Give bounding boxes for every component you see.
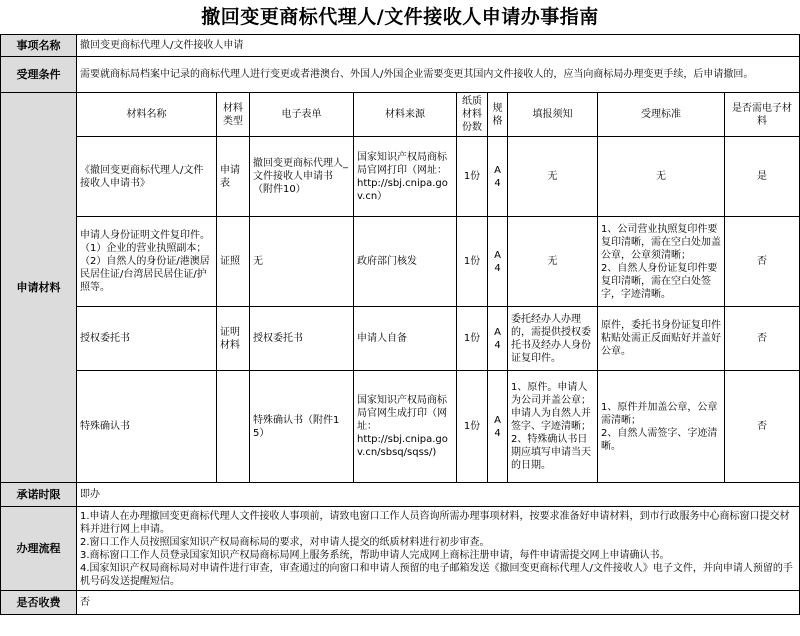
material-standard: 1、公司营业执照复印件要复印清晰，需在空白处加盖公章，公章须清晰； 2、自然人身份证复印件要复印清晰，需在空白处签字，字迹清晰。 <box>598 217 725 307</box>
header-name: 材料名称 <box>77 93 217 137</box>
process-step: 4.国家知识产权局商标局对申请件进行审查，审查通过的向窗口和申请人预留的电子邮箱发送《撤回变更商标代理人/文件接收人》电子文件，并向申请人预留的手机号码发送提醒短信。 <box>80 562 793 587</box>
process-step: 1.申请人在办理撤回变更商标代理人文件接收人事项前，请致电窗口工作人员咨询所需办理事项材料，按要求准备好申请材料，到市行政服务中心商标窗口提交材料并进行网上申请。 <box>80 510 790 535</box>
material-name: 申请人身份证明文件复印件。（1）企业的营业执照副本；（2）自然人的身份证/港澳居民居住证/台湾居民居住证/护照等。 <box>77 217 217 307</box>
time-limit-label: 承诺时限 <box>1 483 77 507</box>
process-steps <box>77 507 800 591</box>
material-source: 国家知识产权局商标局官网生成打印（网址： http://sbj.cnipa.gov.cn/sbsq/sqss/) <box>354 371 457 483</box>
item-name-row <box>1 35 800 57</box>
material-spec: A4 <box>488 137 508 217</box>
material-form: 特殊确认书（附件15） <box>250 371 354 483</box>
material-row <box>1 137 800 217</box>
material-notes: 委托经办人办理的，需提供授权委托书及经办人身份证复印件。 <box>508 307 598 371</box>
material-notes: 无 <box>508 217 598 307</box>
fee-row <box>1 591 800 615</box>
material-row <box>1 307 800 371</box>
guide-table <box>0 34 800 615</box>
header-notes: 填报须知 <box>508 93 598 137</box>
material-form: 无 <box>250 217 354 307</box>
material-electronic: 否 <box>725 307 800 371</box>
material-form: 撤回变更商标代理人_文件接收人申请书（附件10） <box>250 137 354 217</box>
material-electronic: 否 <box>725 371 800 483</box>
material-standard: 原件，委托书身份证复印件粘贴处需正反面贴好并盖好公章。 <box>598 307 725 371</box>
conditions-value: 需要就商标局档案中记录的商标代理人进行变更或者港澳台、外国人/外国企业需要变更其国内文件接收人的，应当向商标局办理变更手续，后申请撤回。 <box>77 57 800 93</box>
header-copies: 纸质材料份数 <box>457 93 488 137</box>
header-type: 材料类型 <box>217 93 250 137</box>
material-form: 授权委托书 <box>250 307 354 371</box>
material-source: 政府部门核发 <box>354 217 457 307</box>
material-notes: 1、原件。申请人为公司并盖公章；申请人为自然人并签字、字迹清晰； 2、特殊确认书日期应填写申请当天的日期。 <box>508 371 598 483</box>
header-spec: 规格 <box>488 93 508 137</box>
material-source: 申请人自备 <box>354 307 457 371</box>
material-spec: A4 <box>488 217 508 307</box>
material-row <box>1 217 800 307</box>
material-copies: 1份 <box>457 217 488 307</box>
material-name: 《撤回变更商标代理人/文件接收人申请书》 <box>77 137 217 217</box>
header-electronic: 是否需电子材料 <box>725 93 800 137</box>
material-copies: 1份 <box>457 371 488 483</box>
process-step: 2.窗口工作人员按照国家知识产权局商标局的要求，对申请人提交的纸质材料进行初步审查。 <box>80 536 490 548</box>
material-type: 申请表 <box>217 137 250 217</box>
material-copies: 1份 <box>457 137 488 217</box>
time-limit-row <box>1 483 800 507</box>
material-type <box>217 371 250 483</box>
conditions-label: 受理条件 <box>1 57 77 93</box>
material-standard: 无 <box>598 137 725 217</box>
material-electronic: 是 <box>725 137 800 217</box>
materials-label: 申请材料 <box>1 93 77 483</box>
fee-value: 否 <box>77 591 800 615</box>
material-spec: A4 <box>488 371 508 483</box>
item-name-value: 撤回变更商标代理人/文件接收人申请 <box>77 35 800 57</box>
conditions-row <box>1 57 800 93</box>
material-name: 授权委托书 <box>77 307 217 371</box>
page-title: 撤回变更商标代理人/文件接收人申请办事指南 <box>201 6 599 28</box>
material-source: 国家知识产权局商标局官网打印（网址： http://sbj.cnipa.gov.cn） <box>354 137 457 217</box>
material-row <box>1 371 800 483</box>
header-standard: 受理标准 <box>598 93 725 137</box>
material-type: 证明材料 <box>217 307 250 371</box>
material-name: 特殊确认书 <box>77 371 217 483</box>
process-row <box>1 507 800 591</box>
process-step: 3.商标窗口工作人员登录国家知识产权局商标局网上服务系统，帮助申请人完成网上商标注册申请，每件申请需提交网上申请确认书。 <box>80 549 670 561</box>
material-notes: 无 <box>508 137 598 217</box>
material-electronic: 否 <box>725 217 800 307</box>
material-type: 证照 <box>217 217 250 307</box>
materials-header-row <box>1 93 800 137</box>
header-source: 材料来源 <box>354 93 457 137</box>
fee-label: 是否收费 <box>1 591 77 615</box>
header-form: 电子表单 <box>250 93 354 137</box>
process-label: 办理流程 <box>1 507 77 591</box>
material-spec: A4 <box>488 307 508 371</box>
item-name-label: 事项名称 <box>1 35 77 57</box>
material-standard: 1、原件并加盖公章，公章需清晰； 2、自然人需签字、字迹清晰。 <box>598 371 725 483</box>
time-limit-value: 即办 <box>77 483 800 507</box>
material-copies: 1份 <box>457 307 488 371</box>
